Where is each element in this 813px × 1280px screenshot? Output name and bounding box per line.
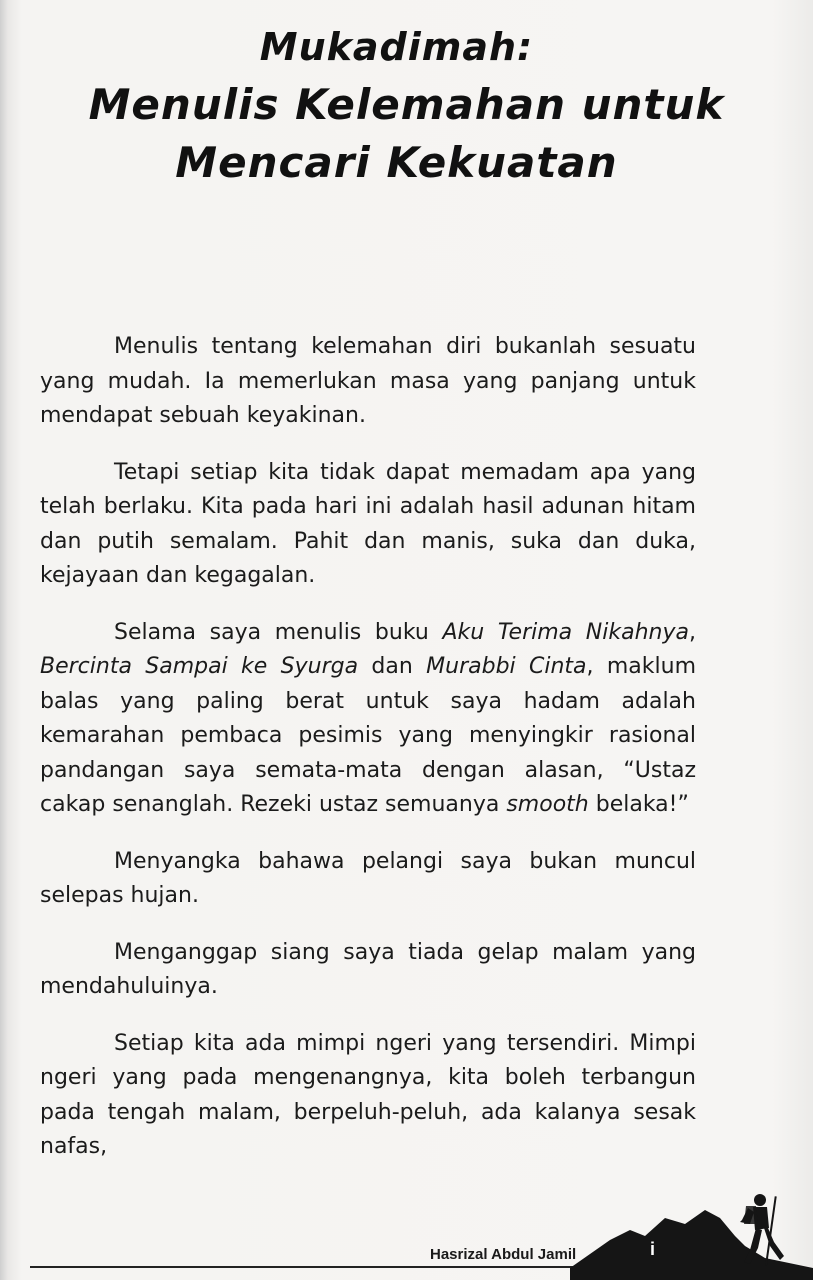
body-text [40, 330, 696, 1187]
paragraph-1: Menulis tentang kelemahan diri bukanlah sesuatu yang mudah. Ia memerlukan masa yang panjang untuk mendapat sebuah keyakinan. [40, 334, 696, 428]
paragraph-2: Tetapi setiap kita tidak dapat memadam apa yang telah berlaku. Kita pada hari ini adalah hasil adunan hitam dan putih semalam. Pahit dan manis, suka dan duka, kejayaan dan kegagalan. [40, 459, 696, 588]
paragraph-4: Menyangka bahawa pelangi saya bukan muncul selepas hujan. [40, 848, 696, 908]
smooth-word: smooth [506, 792, 589, 817]
heading-line-1: Mukadimah: [259, 25, 534, 69]
paragraph-3-part-5: belaka!” [588, 792, 689, 817]
paragraph-3-part-2: , [688, 619, 696, 645]
book-title-1: Aku Terima Nikahnya [442, 619, 689, 645]
footer-author: Hasrizal Abdul Jamil [430, 1246, 577, 1263]
book-title-2: Bercinta Sampai ke Syurga [40, 654, 359, 679]
footer-rule [30, 1266, 590, 1268]
book-title-3: Murabbi Cinta [426, 654, 587, 679]
heading-line-2: Menulis Kelemahan untuk [88, 80, 725, 129]
chapter-heading [0, 18, 813, 192]
heading-line-3: Mencari Kekuatan [175, 138, 618, 187]
mountain-hiker-icon [570, 1190, 813, 1280]
page-number: i [650, 1239, 656, 1259]
paragraph-3 [40, 616, 696, 823]
paragraph-6: Setiap kita ada mimpi ngeri yang tersendiri. Mimpi ngeri yang pada mengenangnya, kita boleh terbangun pada tengah malam, berpeluh-peluh, ada kalanya sesak nafas, [40, 1030, 696, 1159]
paragraph-3-part-4: , maklum balas yang paling berat untuk saya hadam adalah kemarahan pembaca pesimis yang menyingkir rasional pandangan saya semata-mata dengan alasan, “Ustaz cakap senanglah. Rezeki ustaz semuanya [40, 654, 697, 817]
paragraph-5: Menganggap siang saya tiada gelap malam yang mendahuluinya. [40, 939, 696, 999]
paragraph-3-part-1: Selama saya menulis buku [114, 619, 443, 645]
paragraph-3-part-3: dan [358, 654, 427, 679]
page-footer [0, 1190, 813, 1280]
